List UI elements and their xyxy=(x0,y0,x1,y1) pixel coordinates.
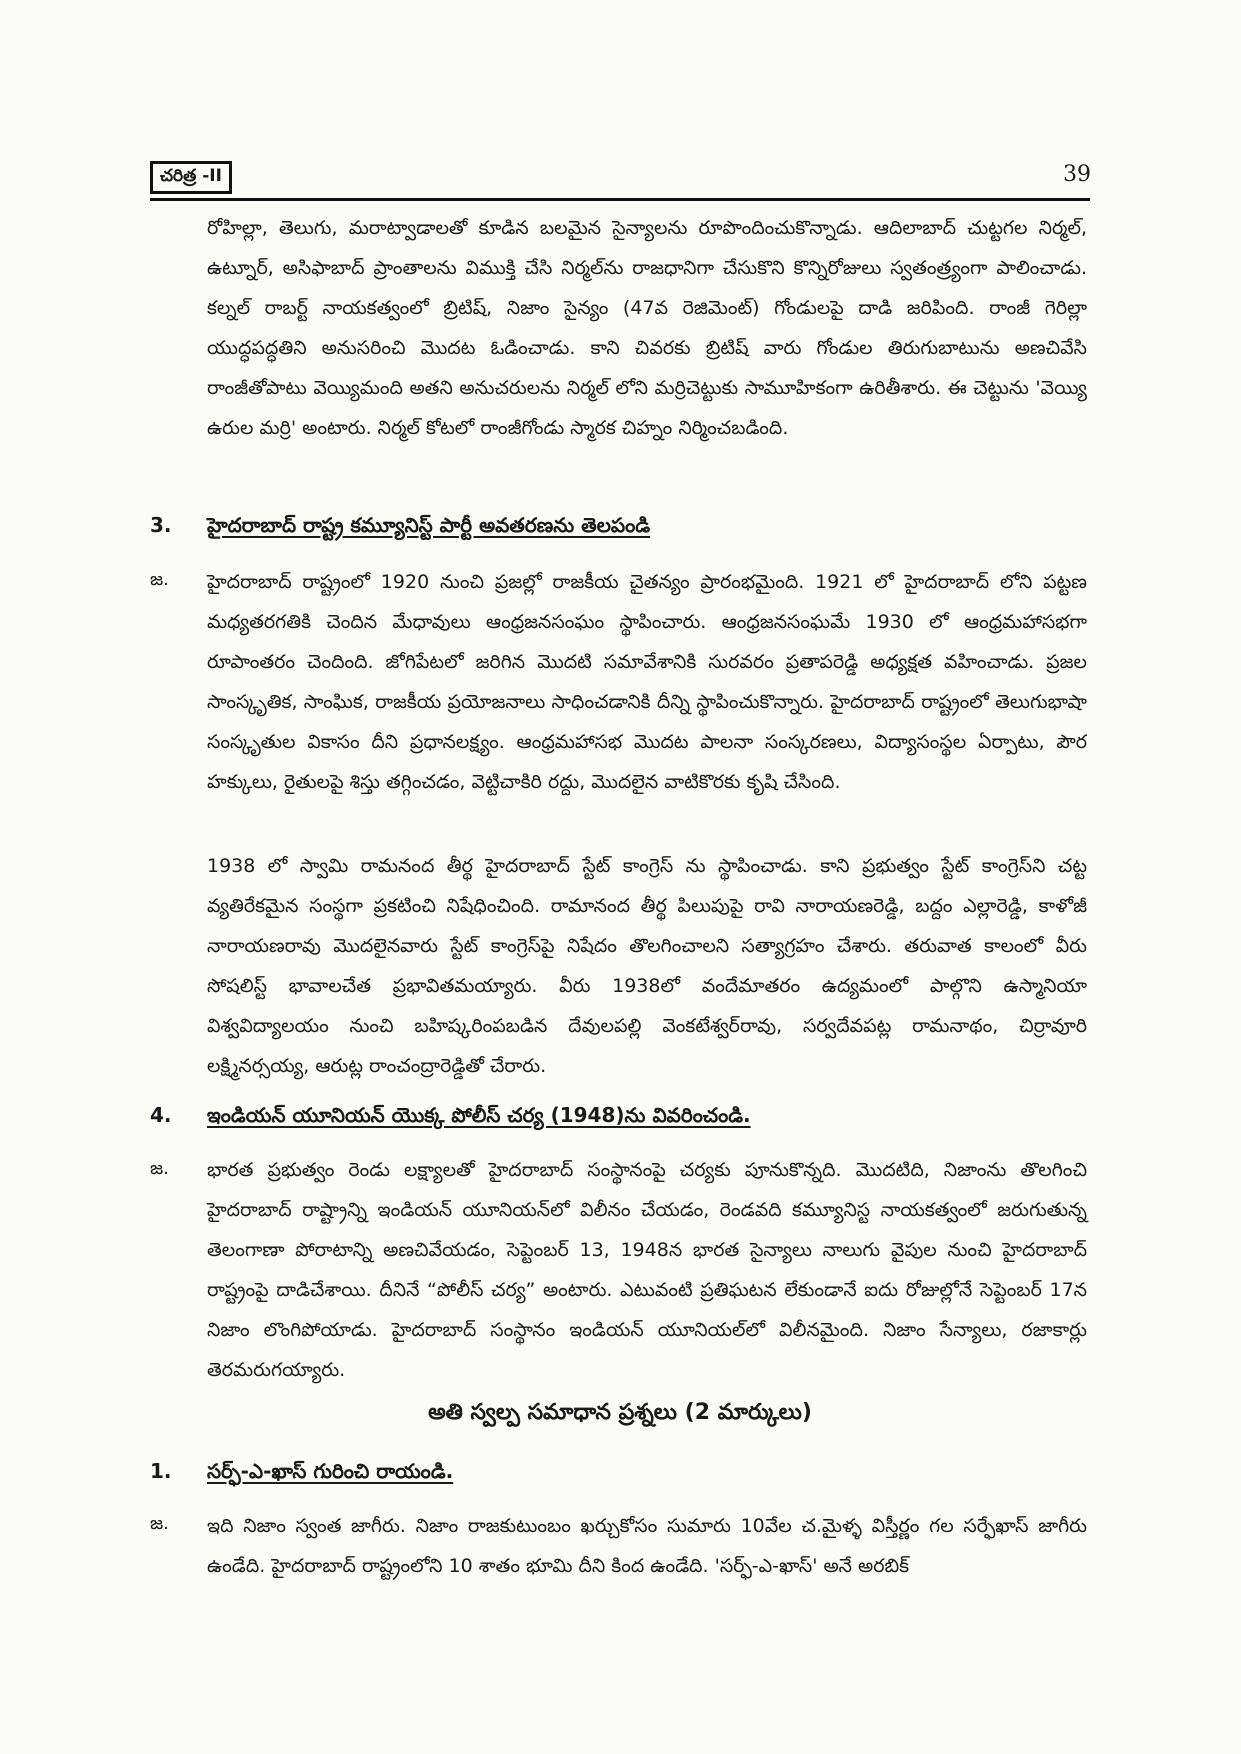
header-rule xyxy=(150,198,1090,201)
question-title: హైదరాబాద్ రాష్ట్ర కమ్యూనిస్ట్ పార్టీ అవతరణను తెలపండి xyxy=(207,513,651,537)
answer-marker: జ. xyxy=(150,569,169,590)
answer-paragraph: ఇది నిజాం స్వంత జాగీరు. నిజాం రాజకుటుంబం ఖర్చుకోసం సుమారు 10వేల చ.మైళ్ళ విస్తీర్ణం గల సర్ఫేఖాస్ జాగీరు ఉండేది. హైదరాబాద్ రాష్ట్రంలోని 10 శాతం భూమి దీని కింద ఉండేది. 'సర్ఫ్-ఎ-ఖాస్' అనే అరబిక్ xyxy=(207,1515,1087,1577)
answer-marker: జ. xyxy=(150,1513,169,1534)
answer-paragraph: 1938 లో స్వామి రామనంద తీర్థ హైదరాబాద్ స్టేట్ కాంగ్రెస్ ను స్థాపించాడు. కాని ప్రభుత్వం స్టేట్ కాంగ్రెస్‌ని చట్ట వ్యతిరేకమైన సంస్థగా ప్రకటించి నిషేధించింది. రామానంద తీర్థ పిలుపుపై రావి నారాయణరెడ్డి, బద్దం ఎల్లారెడ్డి, కాళోజీ నారాయణరావు మొదలైనవారు స్టేట్ కాంగ్రెస్‌పై నిషేదం తొలగించాలని సత్యాగ్రహం చేశారు. తరువాత కాలంలో వీరు సోషలిస్ట్ భావాలచేత ప్రభావితమయ్యారు. వీరు 1938లో వందేమాతరం ఉద్యమంలో పాల్గొని ఉస్మానియా విశ్వవిద్యాలయం నుంచి బహిష్కరింపబడిన దేవులపల్లి వెంకటేశ్వర్‌రావు, సర్వదేవపట్ల రామనాథం, చిర్రావూరి లక్ష్మినర్సయ్య, ఆరుట్ల రాంచంద్రారెడ్డితో చేరారు. xyxy=(207,855,1087,1077)
chapter-label: చరిత్ర -II xyxy=(150,161,232,194)
section-title: అతి స్వల్ప సమాధాన ప్రశ్నలు (2 మార్కులు) xyxy=(428,1400,812,1425)
question-number: 1. xyxy=(150,1459,172,1483)
question-title: సర్ఫ్-ఎ-ఖాస్ గురించి రాయండి. xyxy=(207,1459,454,1483)
answer-marker: జ. xyxy=(150,1158,169,1179)
question-number: 4. xyxy=(150,1103,172,1127)
answer-paragraph: హైదరాబాద్ రాష్ట్రంలో 1920 నుంచి ప్రజల్లో రాజకీయ చైతన్యం ప్రారంభమైంది. 1921 లో హైదరాబాద్ లోని పట్టణ మధ్యతరగతికి చెందిన మేధావులు ఆంధ్రజనసంఘం స్థాపించారు. ఆంధ్రజనసంఘమే 1930 లో ఆంధ్రమహాసభగా రూపాంతరం చెందింది. జోగిపేటలో జరిగిన మొదటి సమావేశానికి సురవరం ప్రతాపరెడ్డి అధ్యక్షత వహించాడు. ప్రజల సాంస్కృతిక, సాంఘిక, రాజకీయ ప్రయోజనాలు సాధించడానికి దీన్ని స్థాపించుకొన్నారు. హైదరాబాద్ రాష్ట్రంలో తెలుగుభాషా సంస్కృతుల వికాసం దీని ప్రధానలక్ష్యం. ఆంధ్రమహాసభ మొదట పాలనా సంస్కరణలు, విద్యాసంస్థల ఏర్పాటు, పౌర హక్కులు, రైతులపై శిస్తు తగ్గించడం, వెట్టిచాకిరి రద్దు, మొదలైన వాటికొరకు కృషి చేసింది. xyxy=(207,571,1087,793)
page-number: 39 xyxy=(1063,162,1091,187)
question-title: ఇండియన్ యూనియన్ యొక్క పోలీస్ చర్య (1948)ను వివరించండి. xyxy=(207,1103,751,1127)
question-number: 3. xyxy=(150,513,172,537)
intro-paragraph: రోహిల్లా, తెలుగు, మరాట్వాడాలతో కూడిన బలమైన సైన్యాలను రూపొందించుకొన్నాడు. ఆదిలాబాద్ చుట్టగల నిర్మల్, ఉట్నూర్, అసిఫాబాద్ ప్రాంతాలను విముక్తి చేసి నిర్మల్‌ను రాజధానిగా చేసుకొని కొన్నిరోజులు స్వతంత్ర్యంగా పాలించాడు. కల్నల్ రాబర్ట్ నాయకత్వంలో బ్రిటిష్, నిజాం సైన్యం (47వ రెజిమెంట్) గోండులపై దాడి జరిపింది. రాంజీ గెరిల్లా యుద్ధపద్ధతిని అనుసరించి మొదట ఓడించాడు. కాని చివరకు బ్రిటిష్ వారు గోండుల తిరుగుబాటును అణచివేసి రాంజీతోపాటు వెయ్యిమంది అతని అనుచరులను నిర్మల్ లోని మర్రిచెట్టుకు సామూహికంగా ఉరితీశారు. ఈ చెట్టును 'వెయ్యి ఉరుల మర్రి' అంటారు. నిర్మల్ కోటలో రాంజీగోండు స్మారక చిహ్నం నిర్మించబడింది. xyxy=(207,217,1087,439)
answer-paragraph: భారత ప్రభుత్వం రెండు లక్ష్యాలతో హైదరాబాద్ సంస్థానంపై చర్యకు పూనుకొన్నది. మొదటిది, నిజాంను తొలగించి హైదరాబాద్ రాష్ట్రాన్ని ఇండియన్ యూనియన్‌లో విలీనం చేయడం, రెండవది కమ్యూనిస్ట నాయకత్వంలో జరుగుతున్న తెలంగాణా పోరాటాన్ని అణచివేయడం, సెప్టెంబర్ 13, 1948న భారత సైన్యాలు నాలుగు వైపుల నుంచి హైదరాబాద్ రాష్ట్రంపై దాడిచేశాయి. దీనినే “పోలీస్ చర్య” అంటారు. ఎటువంటి ప్రతిఘటన లేకుండానే ఐదు రోజుల్లోనే సెప్టెంబర్ 17న నిజాం లొంగిపోయాడు. హైదరాబాద్ సంస్థానం ఇండియన్ యూనియల్‌లో విలీనమైంది. నిజాం సేన్యాలు, రజాకార్లు తెరమరుగయ్యారు. xyxy=(207,1159,1087,1381)
